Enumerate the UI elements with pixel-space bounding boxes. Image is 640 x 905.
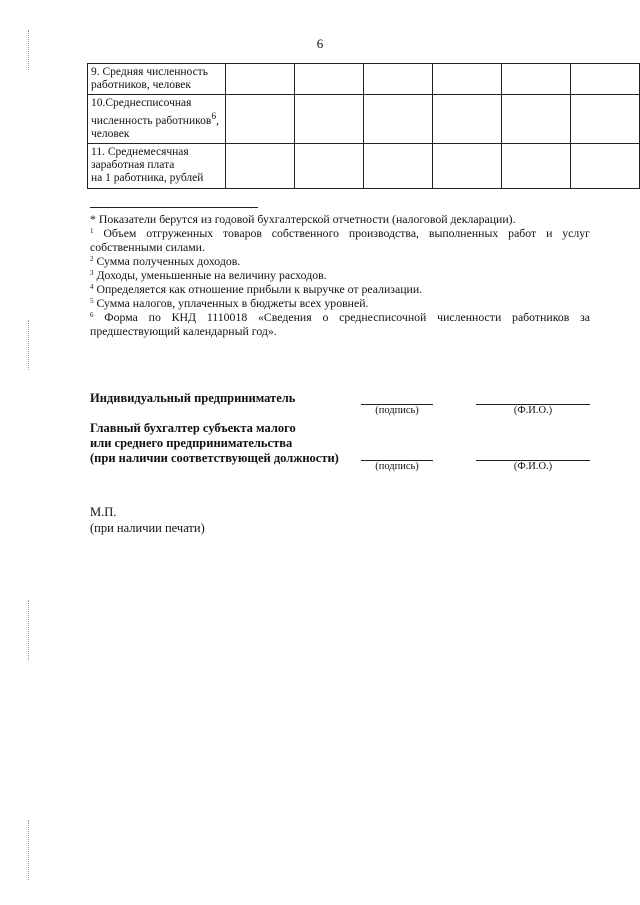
table-cell xyxy=(501,64,570,95)
table-row xyxy=(88,143,640,188)
name-caption: (Ф.И.О.) xyxy=(513,405,553,416)
statistics-table xyxy=(87,63,640,189)
scan-edge-mark xyxy=(28,320,29,370)
entrepreneur-label: Индивидуальный предприниматель xyxy=(90,391,296,405)
accountant-label: Главный бухгалтер субъекта малого или среднего предпринимательства (при наличии соответствующей должности) xyxy=(90,421,339,465)
footnote-item: $^6$ Форма по КНД 1110018 «Сведения о среднесписочной численности работников за предшествующий календарный год». xyxy=(90,310,590,338)
table-cell xyxy=(364,95,433,144)
table-cell xyxy=(433,64,502,95)
table-cell xyxy=(433,95,502,144)
table-cell xyxy=(364,64,433,95)
table-row xyxy=(88,95,640,144)
table-cell xyxy=(570,95,639,144)
table-cell xyxy=(295,64,364,95)
table-row xyxy=(88,64,640,95)
name-caption: (Ф.И.О.) xyxy=(513,461,553,472)
table-cell xyxy=(226,64,295,95)
footnote-ref: 6 xyxy=(211,111,217,122)
table-cell xyxy=(295,143,364,188)
footnote-item: $^1$ Объем отгруженных товаров собственного производства, выполненных работ и услуг собственными силами. xyxy=(90,226,590,254)
footnote-item: $^5$ Сумма налогов, уплаченных в бюджеты всех уровней. xyxy=(90,296,369,310)
footnotes xyxy=(90,212,590,338)
footnote-divider xyxy=(90,207,258,208)
seal-label: М.П. xyxy=(90,505,117,519)
table-cell xyxy=(364,143,433,188)
row-label-avg-monthly-salary: 11. Среднемесячная заработная плата на 1 работника, рублей xyxy=(88,143,226,188)
scan-edge-mark xyxy=(28,30,29,70)
footnote-item: $^4$ Определяется как отношение прибыли к выручке от реализации. xyxy=(90,282,423,296)
table-cell xyxy=(570,64,639,95)
table-cell xyxy=(570,143,639,188)
row-label-avg-headcount: 9. Средняя численность работников, человек xyxy=(88,64,226,95)
scan-edge-mark xyxy=(28,820,29,880)
page-number: 6 xyxy=(316,36,324,51)
row-label-avg-listed-headcount: 10.Среднесписочная численность работников$^6$, человек xyxy=(88,95,226,144)
footnote-item: * Показатели берутся из годовой бухгалтерской отчетности (налоговой декларации). xyxy=(90,212,516,226)
footnote-item: $^2$ Сумма полученных доходов. xyxy=(90,254,241,268)
signature-caption: (подпись) xyxy=(375,405,419,416)
seal-block xyxy=(90,504,205,536)
seal-note: (при наличии печати) xyxy=(90,521,205,535)
footnote-item: $^3$ Доходы, уменьшенные на величину расходов. xyxy=(90,268,327,282)
table-cell xyxy=(226,95,295,144)
table-cell xyxy=(295,95,364,144)
table-cell xyxy=(433,143,502,188)
table-cell xyxy=(226,143,295,188)
signature-caption: (подпись) xyxy=(375,461,419,472)
scan-edge-mark xyxy=(28,600,29,660)
table-cell xyxy=(501,143,570,188)
table-cell xyxy=(501,95,570,144)
